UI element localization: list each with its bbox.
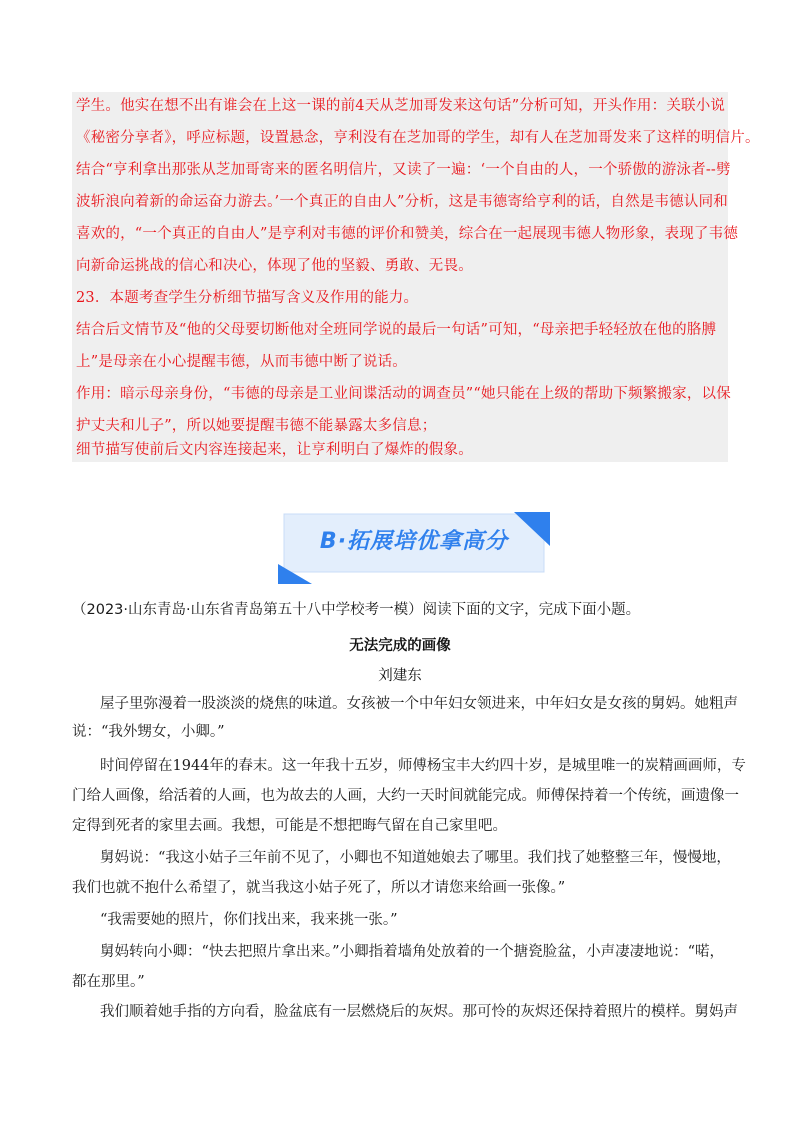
story-title: 无法完成的画像 xyxy=(349,637,451,654)
answer-line: 结合“亨利拿出那张从芝加哥寄来的匿名明信片，又读了一遍：‘一个自由的人，一个骄傲的游泳者--劈 xyxy=(76,162,731,178)
answer-line: 结合后文情节及“他的父母要切断他对全班同学说的最后一句话”可知，“母亲把手轻轻放在他的胳膊 xyxy=(76,322,717,338)
answer-line: 喜欢的，“一个真正的自由人”是亨利对韦德的评价和赞美，综合在一起展现韦德人物形象，表现了韦德 xyxy=(76,226,739,242)
story-paragraph-line: 屋子里弥漫着一股淡淡的烧焦的味道。女孩被一个中年妇女领进来，中年妇女是女孩的舅妈。她粗声 xyxy=(100,696,738,712)
answer-line: 上”是母亲在小心提醒韦德，从而韦德中断了说话。 xyxy=(76,354,408,370)
story-author: 刘建东 xyxy=(378,668,422,684)
answer-line: 细节描写使前后文内容连接起来，让亨利明白了爆炸的假象。 xyxy=(76,442,473,458)
answer-line: 波斩浪向着新的命运奋力游去。’一个真正的自由人”分析，这是韦德寄给亨利的话，自然是韦德认同和 xyxy=(76,194,728,210)
story-paragraph-line: 定得到死者的家里去画。我想，可能是不想把晦气留在自己家里吧。 xyxy=(72,818,507,834)
story-paragraph-line: 门给人画像，给活着的人画，也为故去的人画，大约一天时间就能完成。师傅保持着一个传统，画遗像一 xyxy=(72,788,739,804)
answer-line: 23．本题考查学生分析细节描写含义及作用的能力。 xyxy=(76,290,419,306)
answer-line: 护丈夫和儿子”，所以她要提醒韦德不能暴露太多信息； xyxy=(76,418,437,434)
story-paragraph-line: 说：“我外甥女，小卿。” xyxy=(72,724,225,740)
story-paragraph-line: 舅妈转向小卿：“快去把照片拿出来。”小卿指着墙角处放着的一个搪瓷脸盆，小声凄凄地说：“喏， xyxy=(100,944,724,960)
story-paragraph-line: 舅妈说：“我这小姑子三年前不见了，小卿也不知道她娘去了哪里。我们找了她整整三年，慢慢地， xyxy=(100,850,731,866)
answer-line: 作用：暗示母亲身份，“韦德的母亲是工业间谍活动的调查员”“她只能在上级的帮助下频繁搬家，以保 xyxy=(76,386,731,402)
story-paragraph-line: 我们顺着她手指的方向看，脸盆底有一层燃烧后的灰烬。那可怜的灰烬还保持着照片的模样。舅妈声 xyxy=(100,1004,738,1020)
story-paragraph-line: 都在那里。” xyxy=(72,974,145,990)
section-banner xyxy=(278,512,550,584)
answer-line: 学生。他实在想不出有谁会在上这一课的前4天从芝加哥发来这句话”分析可知，开头作用：关联小说 xyxy=(76,98,726,114)
story-paragraph-line: “我需要她的照片，你们找出来，我来挑一张。” xyxy=(100,912,398,928)
answer-line: 《秘密分享者》，呼应标题，设置悬念，亨利没有在芝加哥的学生，却有人在芝加哥发来了这样的明信片。 xyxy=(76,130,760,146)
answer-line: 向新命运挑战的信心和决心，体现了他的坚毅、勇敢、无畏。 xyxy=(76,258,473,274)
banner-title: B·拓展培优拿高分 xyxy=(319,529,509,554)
story-paragraph-line: 时间停留在1944年的春末。这一年我十五岁，师傅杨宝丰大约四十岁，是城里唯一的炭精画画师，专 xyxy=(100,758,746,774)
story-paragraph-line: 我们也就不抱什么希望了，就当我这小姑子死了，所以才请您来给画一张像。” xyxy=(72,880,566,896)
question-source: （2023·山东青岛·山东省青岛第五十八中学校考一模）阅读下面的文字，完成下面小题。 xyxy=(72,602,641,618)
